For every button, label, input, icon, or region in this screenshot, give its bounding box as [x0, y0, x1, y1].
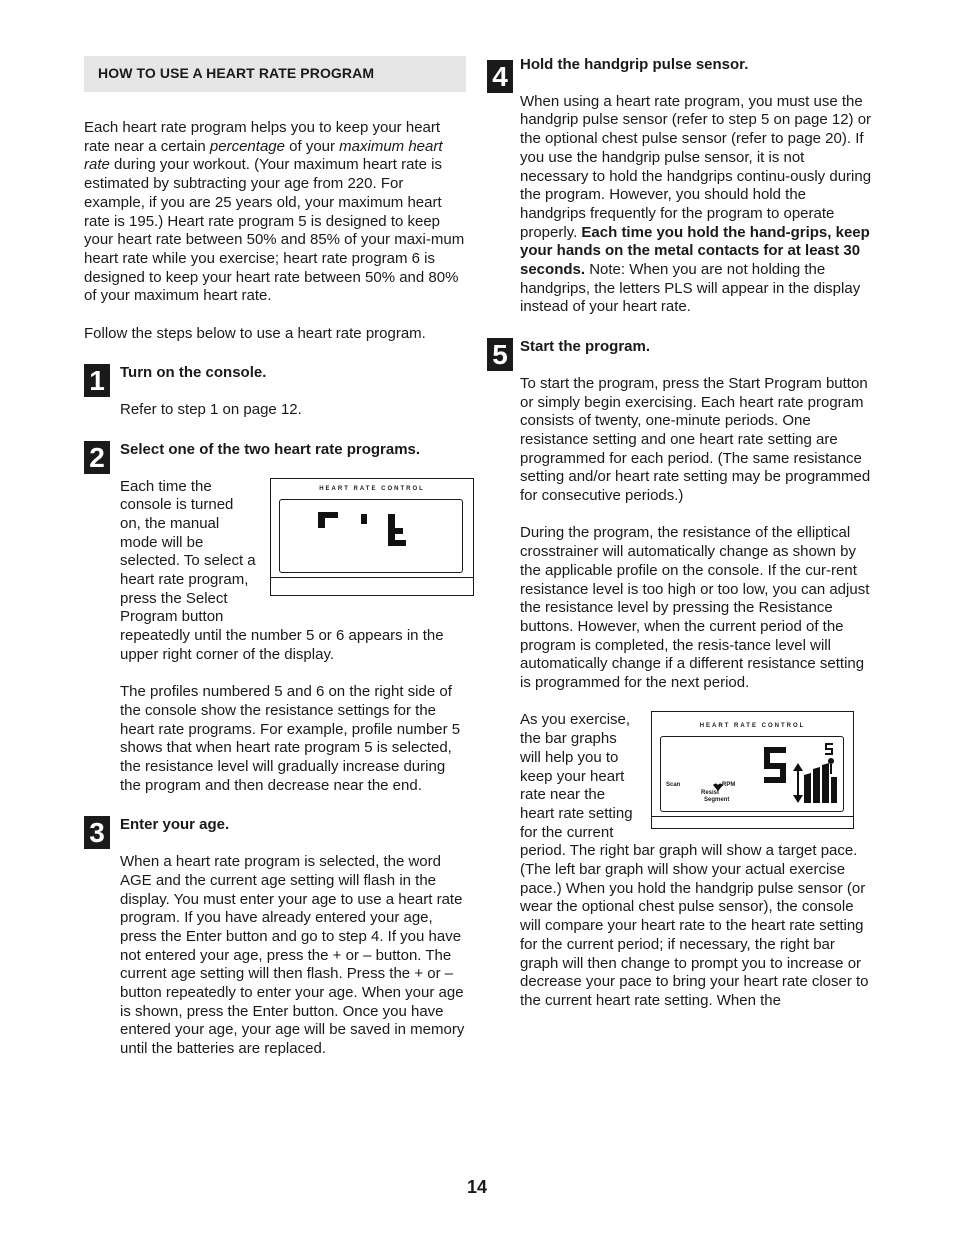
step-body: Each time the console is turned on, the manual mode will be selected. To select a heart rate program, press the Select Program button repeatedly until the number 5 or 6 appears in the upper right corner of the display.	[120, 477, 444, 663]
display-segment-icon	[280, 500, 462, 572]
console-figure-program	[262, 478, 474, 606]
step-body: To start the program, press the Start Program button or simply begin exercising. Each heart rate program consists of twenty, one-minute periods. One resistance setting and one heart rate setting are programmed for each period. (The same resistance setting and/or heart rate setting may be programmed for consecutive periods.)	[520, 374, 871, 505]
step-5	[487, 338, 872, 1011]
step-body: When using a heart rate program, you must use the handgrip pulse sensor (refer to step 5 on page 12) or the optional chest pulse sensor (refer to page 20). If you use the handgrip pulse sensor, it is not necessary to hold the handgrips continu-ously during the program. However, you should hold the handgrips frequently for the program to operate properly. Each time you hold the hand-grips, keep your hands on the metal contacts for at least 30 seconds. Note: When you are not holding the handgrips, the letters PLS will appear in the display instead of your heart rate.	[520, 92, 872, 316]
step-number-4: 4	[487, 60, 513, 93]
step-number-3: 3	[84, 816, 110, 849]
step-number-5: 5	[487, 338, 513, 371]
step-title: Start the program.	[520, 338, 651, 356]
step-2	[84, 441, 468, 796]
section-header: HOW TO USE A HEART RATE PROGRAM	[84, 56, 466, 92]
step-4	[487, 56, 872, 317]
intro-paragraph: Each heart rate program helps you to keep your heart rate near a certain percentage of your maximum heart rate during your workout. (Your maximum heart rate is estimated by subtracting your age from 220. For example, if you are 25 years old, your maximum heart rate is 195.) Heart rate program 5 is designed to keep your heart rate between 50% and 85% of your maxi-mum heart rate while you exercise; heart rate program 6 is designed to keep your heart rate between 50% and 80% of your maximum heart rate.	[84, 119, 465, 305]
step-body: The profiles numbered 5 and 6 on the right side of the console show the resistance settings for the heart rate programs. For example, profile number 5 shows that when heart rate program 5 is selected, the resistance level will gradually increase during the program and then decrease near the end.	[120, 683, 461, 794]
step-number-1: 1	[84, 364, 110, 397]
rpm-label: RPM	[722, 782, 736, 789]
step-title: Enter your age.	[120, 816, 230, 834]
step-number-2: 2	[84, 441, 110, 474]
step-title: Turn on the console.	[120, 364, 267, 382]
step-body: During the program, the resistance of the elliptical crosstrainer will automatically change as shown by the applicable profile on the console. If the cur-rent resistance level is too high or too low, you can adjust the resistance level by pressing the Resistance buttons. However, when the current period of the program is completed, the resis-tance level will automatically change if a different resistance setting is programmed for the next period.	[520, 524, 870, 692]
step-title: Select one of the two heart rate programs.	[120, 440, 421, 458]
console-label: HEART RATE CONTROL	[319, 485, 425, 492]
intro-follow-text: Follow the steps below to use a heart rate program.	[84, 324, 426, 342]
left-column	[84, 56, 468, 1059]
display-bargraph-icon	[661, 737, 843, 811]
console-screen	[279, 499, 463, 573]
console-screen	[660, 736, 844, 812]
resist-label: Resist	[701, 790, 720, 797]
scan-label: Scan	[666, 782, 681, 789]
step-body: As you exercise, the bar graphs will help you to keep your heart rate near the heart rate setting for the current period. The right bar graph will show a target pace. (The left bar graph will show your actual exercise pace.) When you hold the handgrip pulse sensor (or wear the optional chest pulse sensor), the console will compare your heart rate to the heart rate setting for the current period; if necessary, the right bar graph will then change to prompt you to increase or decrease your pace to bring your heart rate closer to the current heart rate setting. When the	[520, 711, 869, 1009]
console-bottom-line	[652, 816, 853, 817]
step-3	[84, 816, 468, 1058]
step-1	[84, 364, 468, 419]
segment-label: Segment	[704, 797, 730, 804]
console-label: HEART RATE CONTROL	[699, 723, 806, 730]
step-body: When a heart rate program is selected, the word AGE and the current age setting will flash in the display. You must enter your age to use a heart rate program. If you have already entered your age, press the Enter button and go to step 4. If you have not entered your age, press the + or – button. The current age setting will then flash. Press the + or – button repeatedly to enter your age. When your age is shown, press the Enter button. Once you have entered your age, your age will be saved in memory until the batteries are replaced.	[120, 853, 465, 1058]
right-column	[487, 56, 872, 1011]
console-figure-bargraph	[643, 711, 875, 833]
page-number: 14	[466, 1177, 488, 1197]
step-body: Refer to step 1 on page 12.	[120, 401, 302, 419]
step-title: Hold the handgrip pulse sensor.	[520, 56, 749, 73]
console-bottom-line	[271, 577, 473, 578]
